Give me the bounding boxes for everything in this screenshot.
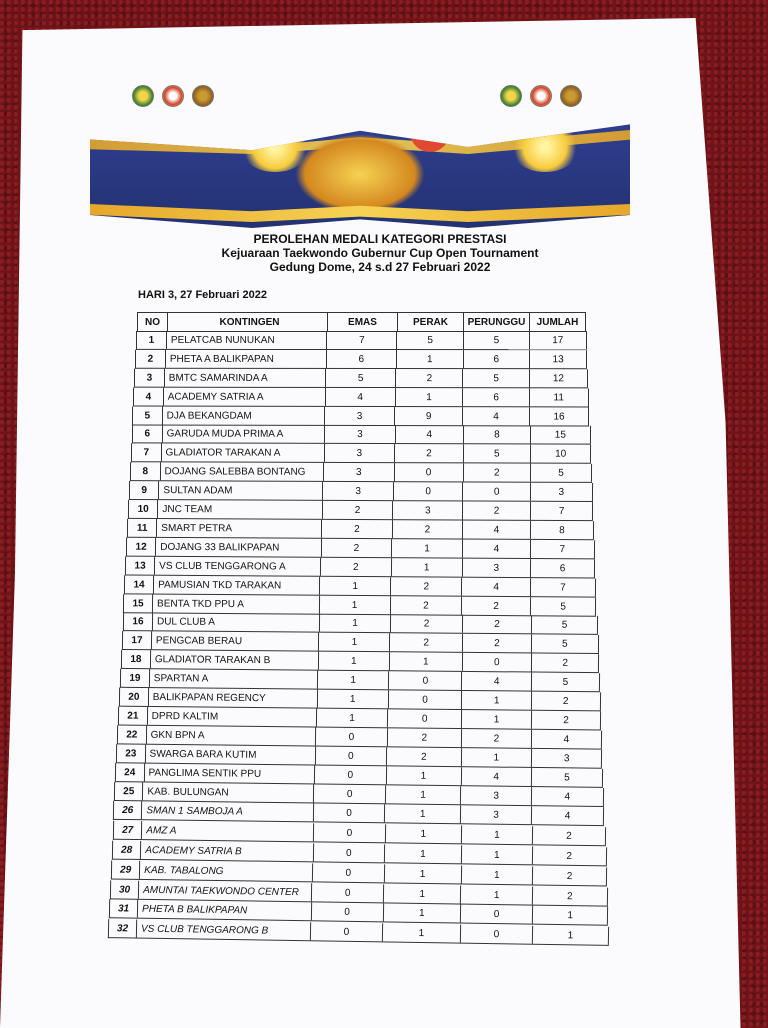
cell-jumlah: 17	[530, 331, 587, 349]
cell-kontingen: SPARTAN A	[150, 669, 318, 689]
cell-jumlah: 5	[531, 597, 597, 615]
cell-no: 9	[130, 481, 160, 499]
cell-kontingen: PHETA B BALIKPAPAN	[138, 900, 312, 921]
cell-kontingen: KAB. BULUNGAN	[144, 782, 315, 802]
cell-perunggu: 0	[462, 653, 532, 672]
table-row	[132, 406, 589, 426]
cell-kontingen: KAB. TABALONG	[140, 861, 313, 881]
cell-perunggu: 0	[463, 483, 531, 501]
cell-perunggu: 1	[461, 845, 532, 864]
cell-emas: 1	[318, 671, 389, 690]
cell-jumlah: 1	[533, 926, 609, 945]
cell-perak: 1	[397, 350, 464, 368]
cell-perunggu: 2	[463, 464, 531, 482]
cell-perunggu: 3	[461, 806, 532, 825]
cell-jumlah: 13	[530, 350, 587, 368]
cell-emas: 4	[326, 388, 396, 406]
header-emas: EMAS	[328, 313, 398, 331]
cell-jumlah: 16	[530, 407, 589, 425]
cell-jumlah: 4	[532, 787, 604, 806]
cell-no: 3	[135, 368, 165, 386]
cell-perak: 4	[395, 425, 463, 443]
header-jumlah: JUMLAH	[530, 313, 586, 331]
cell-emas: 0	[314, 823, 386, 842]
cell-emas: 5	[326, 369, 396, 387]
cell-jumlah: 5	[532, 768, 603, 787]
cell-perak: 2	[388, 728, 462, 747]
cell-kontingen: BALIKPAPAN REGENCY	[149, 688, 318, 708]
table-row	[133, 387, 589, 407]
cell-jumlah: 1	[533, 906, 609, 925]
cell-emas: 1	[318, 652, 389, 671]
cell-perunggu: 6	[464, 350, 530, 368]
cell-perunggu: 4	[462, 672, 532, 691]
cell-kontingen: VS CLUB TENGGARONG A	[155, 556, 321, 575]
cell-perunggu: 2	[463, 502, 531, 520]
cell-kontingen: PANGLIMA SENTIK PPU	[145, 763, 316, 783]
cell-perak: 9	[396, 407, 464, 425]
cell-no: 25	[115, 782, 144, 800]
cell-emas: 1	[319, 614, 390, 633]
cell-perunggu: 2	[463, 596, 532, 615]
cell-kontingen: GLADIATOR TARAKAN A	[161, 444, 324, 463]
cell-perak: 0	[388, 709, 462, 728]
cell-perunggu: 1	[461, 885, 533, 904]
cell-perunggu: 3	[463, 558, 532, 576]
cell-jumlah: 3	[532, 749, 603, 768]
cell-perunggu: 4	[463, 520, 531, 538]
cell-kontingen: GLADIATOR TARAKAN B	[150, 650, 318, 669]
cell-jumlah: 15	[531, 426, 591, 444]
cell-perunggu: 5	[463, 445, 530, 463]
cell-no: 2	[136, 350, 166, 368]
cell-kontingen: DJA BEKANGDAM	[163, 406, 325, 424]
cell-perak: 0	[394, 463, 463, 481]
cell-perak: 0	[394, 482, 463, 500]
cell-perak: 1	[396, 388, 464, 406]
cell-emas: 3	[324, 444, 394, 462]
cell-perak: 1	[387, 766, 462, 785]
cell-no: 6	[133, 425, 163, 443]
cell-no: 16	[123, 613, 152, 631]
cell-perunggu: 4	[464, 407, 531, 425]
cell-kontingen: DPRD KALTIM	[148, 707, 317, 727]
doc-title: PEROLEHAN MEDALI KATEGORI PRESTASI	[253, 232, 507, 246]
cell-perunggu: 4	[463, 539, 531, 557]
table-row	[135, 350, 587, 369]
table-header-row	[137, 312, 586, 332]
cell-jumlah: 2	[532, 711, 601, 730]
cell-emas: 2	[322, 520, 393, 538]
cell-perunggu: 1	[462, 691, 532, 710]
header-kontingen: KONTINGEN	[168, 313, 328, 331]
cell-kontingen: DUL CLUB A	[152, 613, 319, 632]
cell-perunggu: 1	[462, 710, 532, 729]
cell-perak: 2	[397, 369, 464, 387]
cell-kontingen: GARUDA MUDA PRIMA A	[162, 425, 325, 443]
cell-emas: 1	[320, 595, 391, 614]
cell-perak: 3	[393, 501, 463, 519]
cell-jumlah: 8	[531, 521, 594, 539]
cell-perak: 1	[392, 558, 463, 576]
cell-emas: 1	[317, 708, 388, 727]
cell-no: 21	[119, 706, 148, 724]
cell-no: 1	[137, 331, 167, 349]
cell-perak: 2	[391, 577, 462, 595]
cell-jumlah: 7	[531, 540, 595, 558]
cell-no: 31	[110, 900, 138, 918]
cell-perak: 2	[391, 596, 463, 615]
cell-perak: 1	[385, 824, 461, 843]
table-row	[134, 368, 588, 388]
cell-no: 5	[133, 406, 163, 424]
header-perunggu: PERUNGGU	[464, 313, 530, 331]
cell-kontingen: JNC TEAM	[158, 500, 322, 519]
cell-perunggu: 5	[464, 369, 531, 387]
cell-emas: 0	[314, 804, 386, 823]
cell-emas: 2	[323, 501, 394, 519]
cell-perunggu: 2	[462, 634, 531, 653]
cell-perunggu: 4	[463, 577, 532, 595]
cell-kontingen: ACADEMY SATRIA B	[141, 841, 313, 861]
cell-emas: 0	[312, 863, 384, 882]
cell-emas: 3	[323, 482, 394, 500]
cell-perak: 0	[389, 671, 462, 690]
cell-no: 11	[128, 519, 157, 537]
cell-no: 4	[134, 387, 164, 405]
table-row	[130, 462, 592, 483]
cell-perunggu: 8	[463, 426, 530, 444]
cell-emas: 0	[316, 727, 388, 746]
cell-emas: 1	[319, 633, 390, 652]
cell-jumlah: 10	[531, 445, 591, 463]
cell-kontingen: SMART PETRA	[157, 519, 322, 538]
cell-no: 27	[113, 821, 142, 839]
cell-no: 7	[132, 444, 162, 462]
cell-no: 12	[127, 537, 156, 555]
cell-kontingen: DOJANG 33 BALIKPAPAN	[156, 538, 321, 557]
cell-perunggu: 6	[464, 388, 531, 406]
cell-perunggu: 2	[462, 729, 532, 748]
cell-perunggu: 0	[461, 925, 533, 944]
cell-perak: 1	[384, 884, 462, 903]
cell-jumlah: 7	[531, 578, 596, 596]
cell-jumlah: 4	[532, 807, 604, 826]
cell-jumlah: 7	[531, 502, 593, 520]
cell-perak: 1	[386, 785, 462, 804]
table-row	[129, 481, 593, 502]
cell-jumlah: 11	[530, 388, 589, 406]
cell-kontingen: PAMUSIAN TKD TARAKAN	[154, 575, 320, 594]
cell-emas: 1	[321, 576, 392, 594]
table-row	[136, 331, 587, 350]
cell-kontingen: ACADEMY SATRIA A	[164, 387, 326, 405]
cell-perak: 2	[393, 520, 463, 538]
cell-kontingen: AMUNTAI TAEKWONDO CENTER	[139, 880, 312, 901]
cell-no: 14	[125, 575, 154, 593]
cell-no: 32	[109, 919, 137, 937]
cell-no: 23	[117, 744, 146, 762]
cell-perak: 5	[398, 331, 464, 349]
cell-no: 17	[123, 631, 152, 649]
table-row	[132, 425, 591, 445]
cell-emas: 0	[315, 765, 387, 784]
cell-jumlah: 2	[532, 846, 606, 865]
cell-perunggu: 1	[461, 825, 532, 844]
cell-emas: 0	[311, 922, 383, 941]
cell-emas: 3	[325, 406, 395, 424]
cell-emas: 0	[313, 843, 385, 862]
header-no: NO	[138, 313, 168, 331]
cell-perak: 1	[384, 864, 461, 883]
cell-no: 19	[121, 669, 150, 687]
cell-kontingen: AMZ A	[142, 821, 314, 841]
cell-emas: 3	[325, 425, 395, 443]
cell-emas: 6	[327, 350, 397, 368]
cell-jumlah: 2	[533, 886, 608, 905]
cell-perak: 2	[387, 747, 462, 766]
doc-venue: Gedung Dome, 24 s.d 27 Februari 2022	[269, 260, 491, 274]
cell-no: 28	[113, 841, 141, 859]
table-row	[127, 519, 594, 541]
cell-kontingen: DOJANG SALEBBA BONTANG	[160, 462, 324, 481]
cell-perunggu: 3	[462, 786, 533, 805]
cell-jumlah: 5	[532, 635, 599, 654]
cell-kontingen: SWARGA BARA KUTIM	[146, 744, 316, 764]
cell-emas: 2	[321, 557, 392, 575]
cell-no: 18	[122, 650, 151, 668]
doc-subtitle: Kejuaraan Taekwondo Gubernur Cup Open Tournament	[221, 246, 539, 260]
cell-perak: 1	[392, 539, 463, 557]
cell-no: 15	[124, 594, 153, 612]
table-row	[126, 537, 595, 559]
cell-jumlah: 2	[532, 826, 605, 845]
cell-emas: 0	[312, 883, 384, 902]
cell-kontingen: PENGCAB BERAU	[151, 632, 319, 651]
cell-no: 24	[116, 763, 145, 781]
cell-emas: 1	[317, 690, 388, 709]
cell-no: 10	[129, 500, 158, 518]
cell-jumlah: 5	[531, 616, 597, 635]
cell-jumlah: 2	[532, 654, 599, 673]
cell-kontingen: PHETA A BALIKPAPAN	[166, 350, 327, 368]
cell-kontingen: PELATCAB NUNUKAN	[167, 331, 327, 349]
cell-no: 13	[126, 556, 155, 574]
cell-kontingen: VS CLUB TENGGARONG B	[137, 920, 311, 941]
cell-perunggu: 4	[462, 767, 533, 786]
cell-perak: 0	[389, 690, 463, 709]
cell-jumlah: 5	[532, 673, 600, 692]
table-row	[128, 500, 593, 521]
cell-perak: 1	[383, 923, 461, 942]
cell-perak: 2	[390, 615, 462, 634]
header-perak: PERAK	[398, 313, 464, 331]
cell-perak: 1	[383, 904, 461, 923]
cell-jumlah: 6	[531, 559, 595, 577]
cell-emas: 3	[324, 463, 395, 481]
cell-jumlah: 5	[531, 464, 592, 482]
cell-perak: 2	[395, 444, 464, 462]
day-label: HARI 3, 27 Februari 2022	[138, 289, 268, 301]
cell-perak: 1	[389, 652, 462, 671]
cell-jumlah: 2	[533, 866, 607, 885]
cell-emas: 7	[327, 331, 397, 349]
cell-emas: 0	[315, 784, 387, 803]
cell-perak: 2	[390, 634, 463, 653]
cell-jumlah: 12	[530, 369, 588, 387]
cell-perunggu: 2	[462, 615, 531, 634]
cell-perunggu: 0	[461, 905, 533, 924]
cell-emas: 0	[316, 746, 388, 765]
cell-jumlah: 2	[532, 692, 601, 711]
cell-kontingen: SMAN 1 SAMBOJA A	[143, 802, 315, 822]
cell-kontingen: SULTAN ADAM	[159, 481, 323, 500]
cell-no: 30	[111, 880, 139, 898]
cell-emas: 0	[311, 903, 383, 922]
cell-perunggu: 1	[462, 748, 533, 767]
cell-perak: 1	[385, 844, 462, 863]
cell-no: 26	[114, 801, 143, 819]
cell-no: 20	[120, 688, 149, 706]
cell-kontingen: GKN BPN A	[147, 725, 317, 745]
cell-no: 8	[131, 462, 161, 480]
cell-jumlah: 3	[531, 483, 593, 501]
cell-perunggu: 5	[464, 331, 530, 349]
cell-perunggu: 1	[461, 865, 533, 884]
table-row	[131, 444, 591, 465]
cell-jumlah: 4	[532, 730, 602, 749]
cell-perak: 1	[386, 805, 462, 824]
cell-kontingen: BMTC SAMARINDA A	[165, 368, 326, 386]
cell-no: 29	[112, 860, 140, 878]
cell-kontingen: BENTA TKD PPU A	[153, 594, 320, 613]
cell-emas: 2	[322, 539, 393, 557]
cell-no: 22	[118, 725, 147, 743]
